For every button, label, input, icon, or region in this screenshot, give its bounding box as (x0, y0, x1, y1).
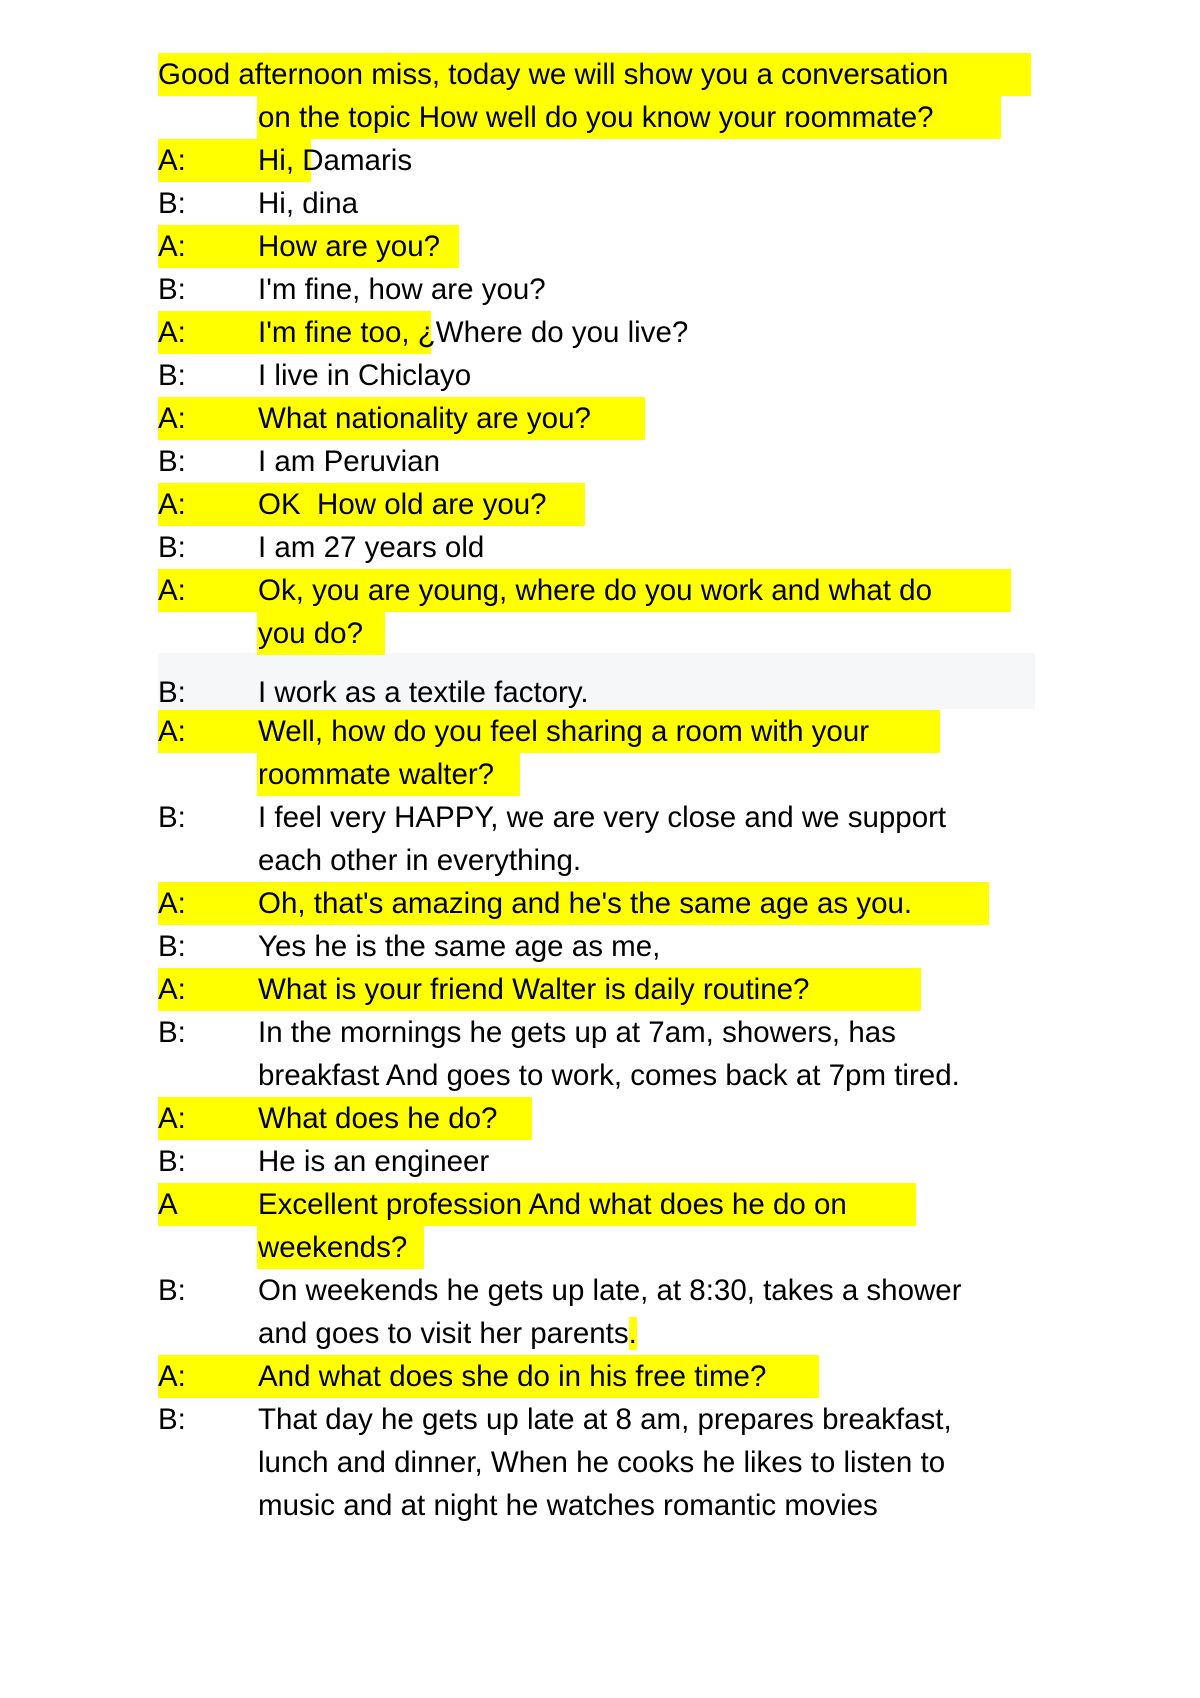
dialogue-text: Oh, that's amazing and he's the same age as you. (258, 887, 913, 920)
dialogue-text: I am 27 years old (258, 531, 485, 564)
speaker-label: B: (158, 1274, 186, 1307)
speaker-label: A: (158, 1360, 186, 1393)
intro-text: Good afternoon miss, today we will show you a conversation (158, 58, 949, 91)
dialogue-text: weekends? (258, 1231, 408, 1264)
dialogue-text: How are you? (258, 230, 441, 263)
dialogue-text: music and at night he watches romantic movies (258, 1489, 878, 1522)
intro-text-continued: on the topic How well do you know your roommate? (258, 101, 934, 134)
dialogue-text (258, 1312, 637, 1355)
plain-text: ¿Where do you live? (409, 316, 689, 349)
dialogue-text (258, 311, 688, 354)
speaker-label: B: (158, 1403, 186, 1436)
speaker-label: B: (158, 531, 186, 564)
plain-text: and goes to visit her parents (258, 1317, 629, 1350)
dialogue-text: I'm fine, how are you? (258, 273, 546, 306)
speaker-label: A (158, 1188, 178, 1221)
speaker-label: B: (158, 445, 186, 478)
speaker-label: A: (158, 488, 186, 521)
dialogue-text: I am Peruvian (258, 445, 440, 478)
plain-text: Damaris (302, 144, 413, 177)
highlighted-text: . (628, 1317, 637, 1350)
speaker-label: B: (158, 359, 186, 392)
dialogue-text: Ok, you are young, where do you work and what do (258, 574, 932, 607)
dialogue-text: I work as a textile factory. (258, 676, 589, 709)
speaker-label: B: (158, 1145, 186, 1178)
dialogue-text: He is an engineer (258, 1145, 490, 1178)
dialogue-text: lunch and dinner, When he cooks he likes to listen to (258, 1446, 946, 1479)
dialogue-text: On weekends he gets up late, at 8:30, takes a shower (258, 1274, 962, 1307)
dialogue-text: That day he gets up late at 8 am, prepares breakfast, (258, 1403, 952, 1436)
speaker-label: B: (158, 273, 186, 306)
speaker-label: A: (158, 230, 186, 263)
dialogue-text: roommate walter? (258, 758, 495, 791)
dialogue-text: What nationality are you? (258, 402, 591, 435)
dialogue-text (258, 139, 412, 182)
speaker-label: B: (158, 801, 186, 834)
speaker-label: A: (158, 574, 186, 607)
highlighted-text: Hi, (258, 144, 303, 177)
speaker-label: A: (158, 144, 186, 177)
dialogue-text: each other in everything. (258, 844, 582, 877)
dialogue-text: OK How old are you? (258, 488, 547, 521)
dialogue-text: In the mornings he gets up at 7am, showers, has (258, 1016, 896, 1049)
speaker-label: A: (158, 887, 186, 920)
speaker-label: A: (158, 402, 186, 435)
dialogue-text: Hi, dina (258, 187, 359, 220)
speaker-label: A: (158, 316, 186, 349)
speaker-label: A: (158, 973, 186, 1006)
dialogue-text: you do? (258, 617, 363, 650)
dialogue-text: What is your friend Walter is daily routine? (258, 973, 810, 1006)
intro-line-2 (257, 96, 1001, 139)
speaker-label: A: (158, 715, 186, 748)
speaker-label: B: (158, 187, 186, 220)
speaker-label: A: (158, 1102, 186, 1135)
speaker-label: B: (158, 676, 186, 709)
dialogue-text: And what does she do in his free time? (258, 1360, 767, 1393)
speaker-label: B: (158, 930, 186, 963)
dialogue-text: breakfast And goes to work, comes back at 7pm tired. (258, 1059, 960, 1092)
dialogue-text: I live in Chiclayo (258, 359, 472, 392)
intro-line-1 (158, 53, 1031, 96)
dialogue-text: Yes he is the same age as me, (258, 930, 661, 963)
dialogue-text: What does he do? (258, 1102, 498, 1135)
dialogue-text: Excellent profession And what does he do on (258, 1188, 847, 1221)
highlighted-text: I'm fine too, (258, 316, 410, 349)
dialogue-text: Well, how do you feel sharing a room with your (258, 715, 870, 748)
dialogue-text: I feel very HAPPY, we are very close and we support (258, 801, 947, 834)
speaker-label: B: (158, 1016, 186, 1049)
